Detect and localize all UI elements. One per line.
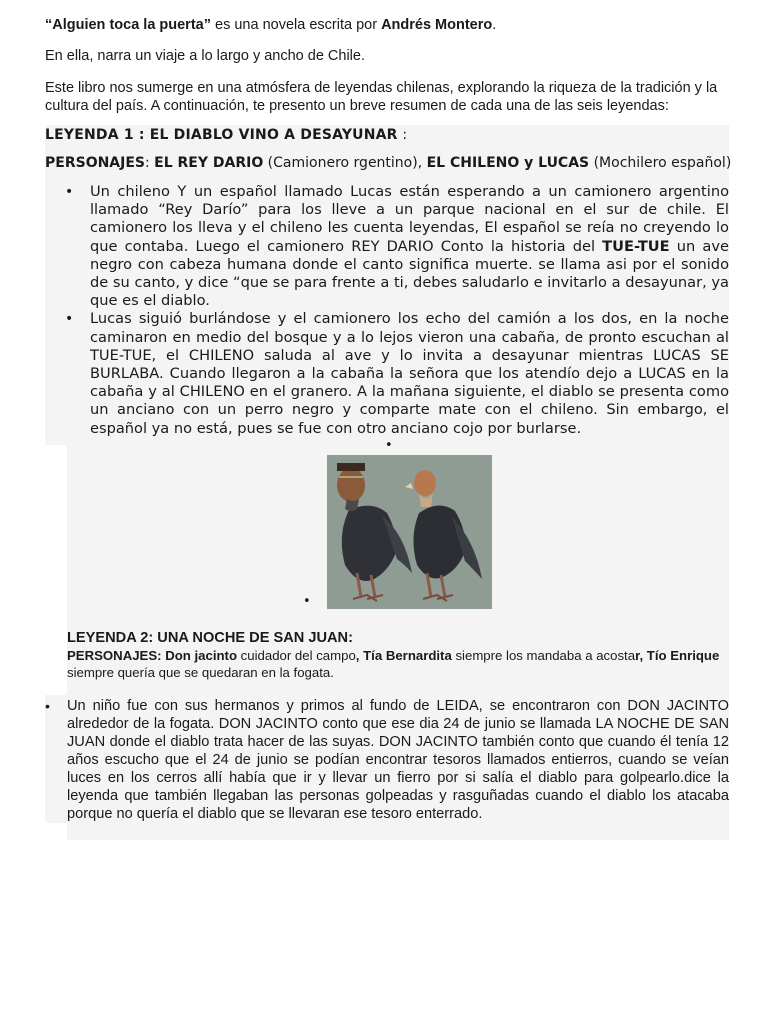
intro-paragraph: Este libro nos sumerge en una atmósfera de leyendas chilenas, explorando la riqueza de la tradición y la cultura del país. A continuación, te presento un breve resumen de cada una de las seis leyendas: [45,80,718,114]
character-tia-bernardita-desc: siempre los mandaba a acosta [451,648,636,663]
leyenda2-personajes [67,648,727,681]
intro-line-1-end: . [492,17,497,33]
personajes-label: PERSONAJES: [67,648,166,663]
leyenda1-title [45,127,407,143]
character-rey-dario: EL REY DARIO [154,155,264,171]
intro-line-1-mid: es una novela escrita por [210,17,382,33]
bullet-text: Un niño fue con sus hermanos y primos al fundo de LEIDA, se encontraron con DON JACINTO alrededor de la fogata. DON JACINTO conto que ese dia 24 de junio se llamada LA NOCHE DE SAN JUAN donde el diablo trata hacer de las suyas. DON JACINTO también conto que cuando él tenía 12 años escucho que el 24 de junio se podían encontrar tesoros llamados entierros, cuando se veían luces en los cerros allí había que ir y llevar un fierro por si salía el diablo para golpearlo.dice la leyenda que también llegaban las personas golpeadas y rasguñadas cuando el diablo los atacaba porque no quería el diablo que se llevaran ese tesoro enterrado. [67,698,729,822]
character-chileno-lucas: EL CHILENO y LUCAS [426,155,590,171]
leyenda1-shade-gap [45,445,67,625]
leyenda2-title: LEYENDA 2: UNA NOCHE DE SAN JUAN: [67,630,353,646]
personajes-sep: : [145,155,155,171]
list-item [45,183,729,310]
character-tia-bernardita: , Tía Bernardita [355,648,452,663]
book-title: “Alguien toca la puerta” [45,17,211,33]
bullet-text-b: un ave negro con cabeza humana donde el canto significa muerte. se llama asi por el sonido de su canto, y dice “que se para frente a ti, debes saludarlo e invitarlo a desayunar, ya que es el diablo. [90,237,729,310]
bullet-icon: • [303,594,311,609]
leyenda1-bullet-list [45,183,729,438]
bullet-icon: • [65,311,74,328]
leyenda2-bullet-list [45,697,729,823]
character-chileno-lucas-desc: (Mochilero español) [589,155,732,171]
character-rey-dario-desc: (Camionero rgentino), [263,155,427,171]
tue-tue-term: TUE-TUE [602,237,670,255]
bullet-text-a: Un chileno Y un español llamado Lucas están esperando a un camionero argentino llamado “Rey Darío” para los lleve a un parque nacional en el sur de chile. El camionero los lleva y el chileno les cuenta leyendas, El español se reía no creyendo lo que contaba. Luego el camionero REY DARIO Conto la historia del [90,183,729,255]
character-tio-enrique-desc: siempre quería que se quedaran en la fogata. [67,664,334,680]
leyenda1-personajes [45,155,731,171]
personajes-label: PERSONAJES [45,155,145,171]
list-item [45,310,729,437]
character-don-jacinto: Don jacinto [165,648,238,663]
book-author: Andrés Montero [381,17,493,33]
intro-line-2: En ella, narra un viaje a lo largo y ancho de Chile. [45,48,365,64]
leyenda1-title-text: LEYENDA 1 : EL DIABLO VINO A DESAYUNAR [45,127,398,143]
character-tio-enrique: r, Tío Enrique [635,648,720,663]
list-item [45,697,729,823]
leyenda1-title-colon: : [397,127,408,143]
bullet-icon: • [45,698,50,714]
tue-tue-birds-image [327,455,492,609]
character-don-jacinto-desc: cuidador del campo [237,648,356,663]
bullet-icon: • [65,184,74,200]
bullet-icon: • [385,438,393,453]
intro-line-1 [45,17,496,33]
bullet-text: Lucas siguió burlándose y el camionero los echo del camión a los dos, en la noche caminaron en medio del bosque y a lo lejos vieron una cabaña, de pronto escuchan al TUE-TUE, el CHILENO saluda al ave y lo invita a desayunar mientras LUCAS SE BURLABA. Cuando llegaron a la cabaña la señora que los atendío dejo a LUCAS en la cabaña y al CHILENO en el granero. A la mañana siguiente, el diablo se presenta como un anciano con un perro negro y comparte mate con el chileno. Sin embargo, el español ya no está, pues se fue con otro anciano cojo por burlarse. [90,310,729,437]
